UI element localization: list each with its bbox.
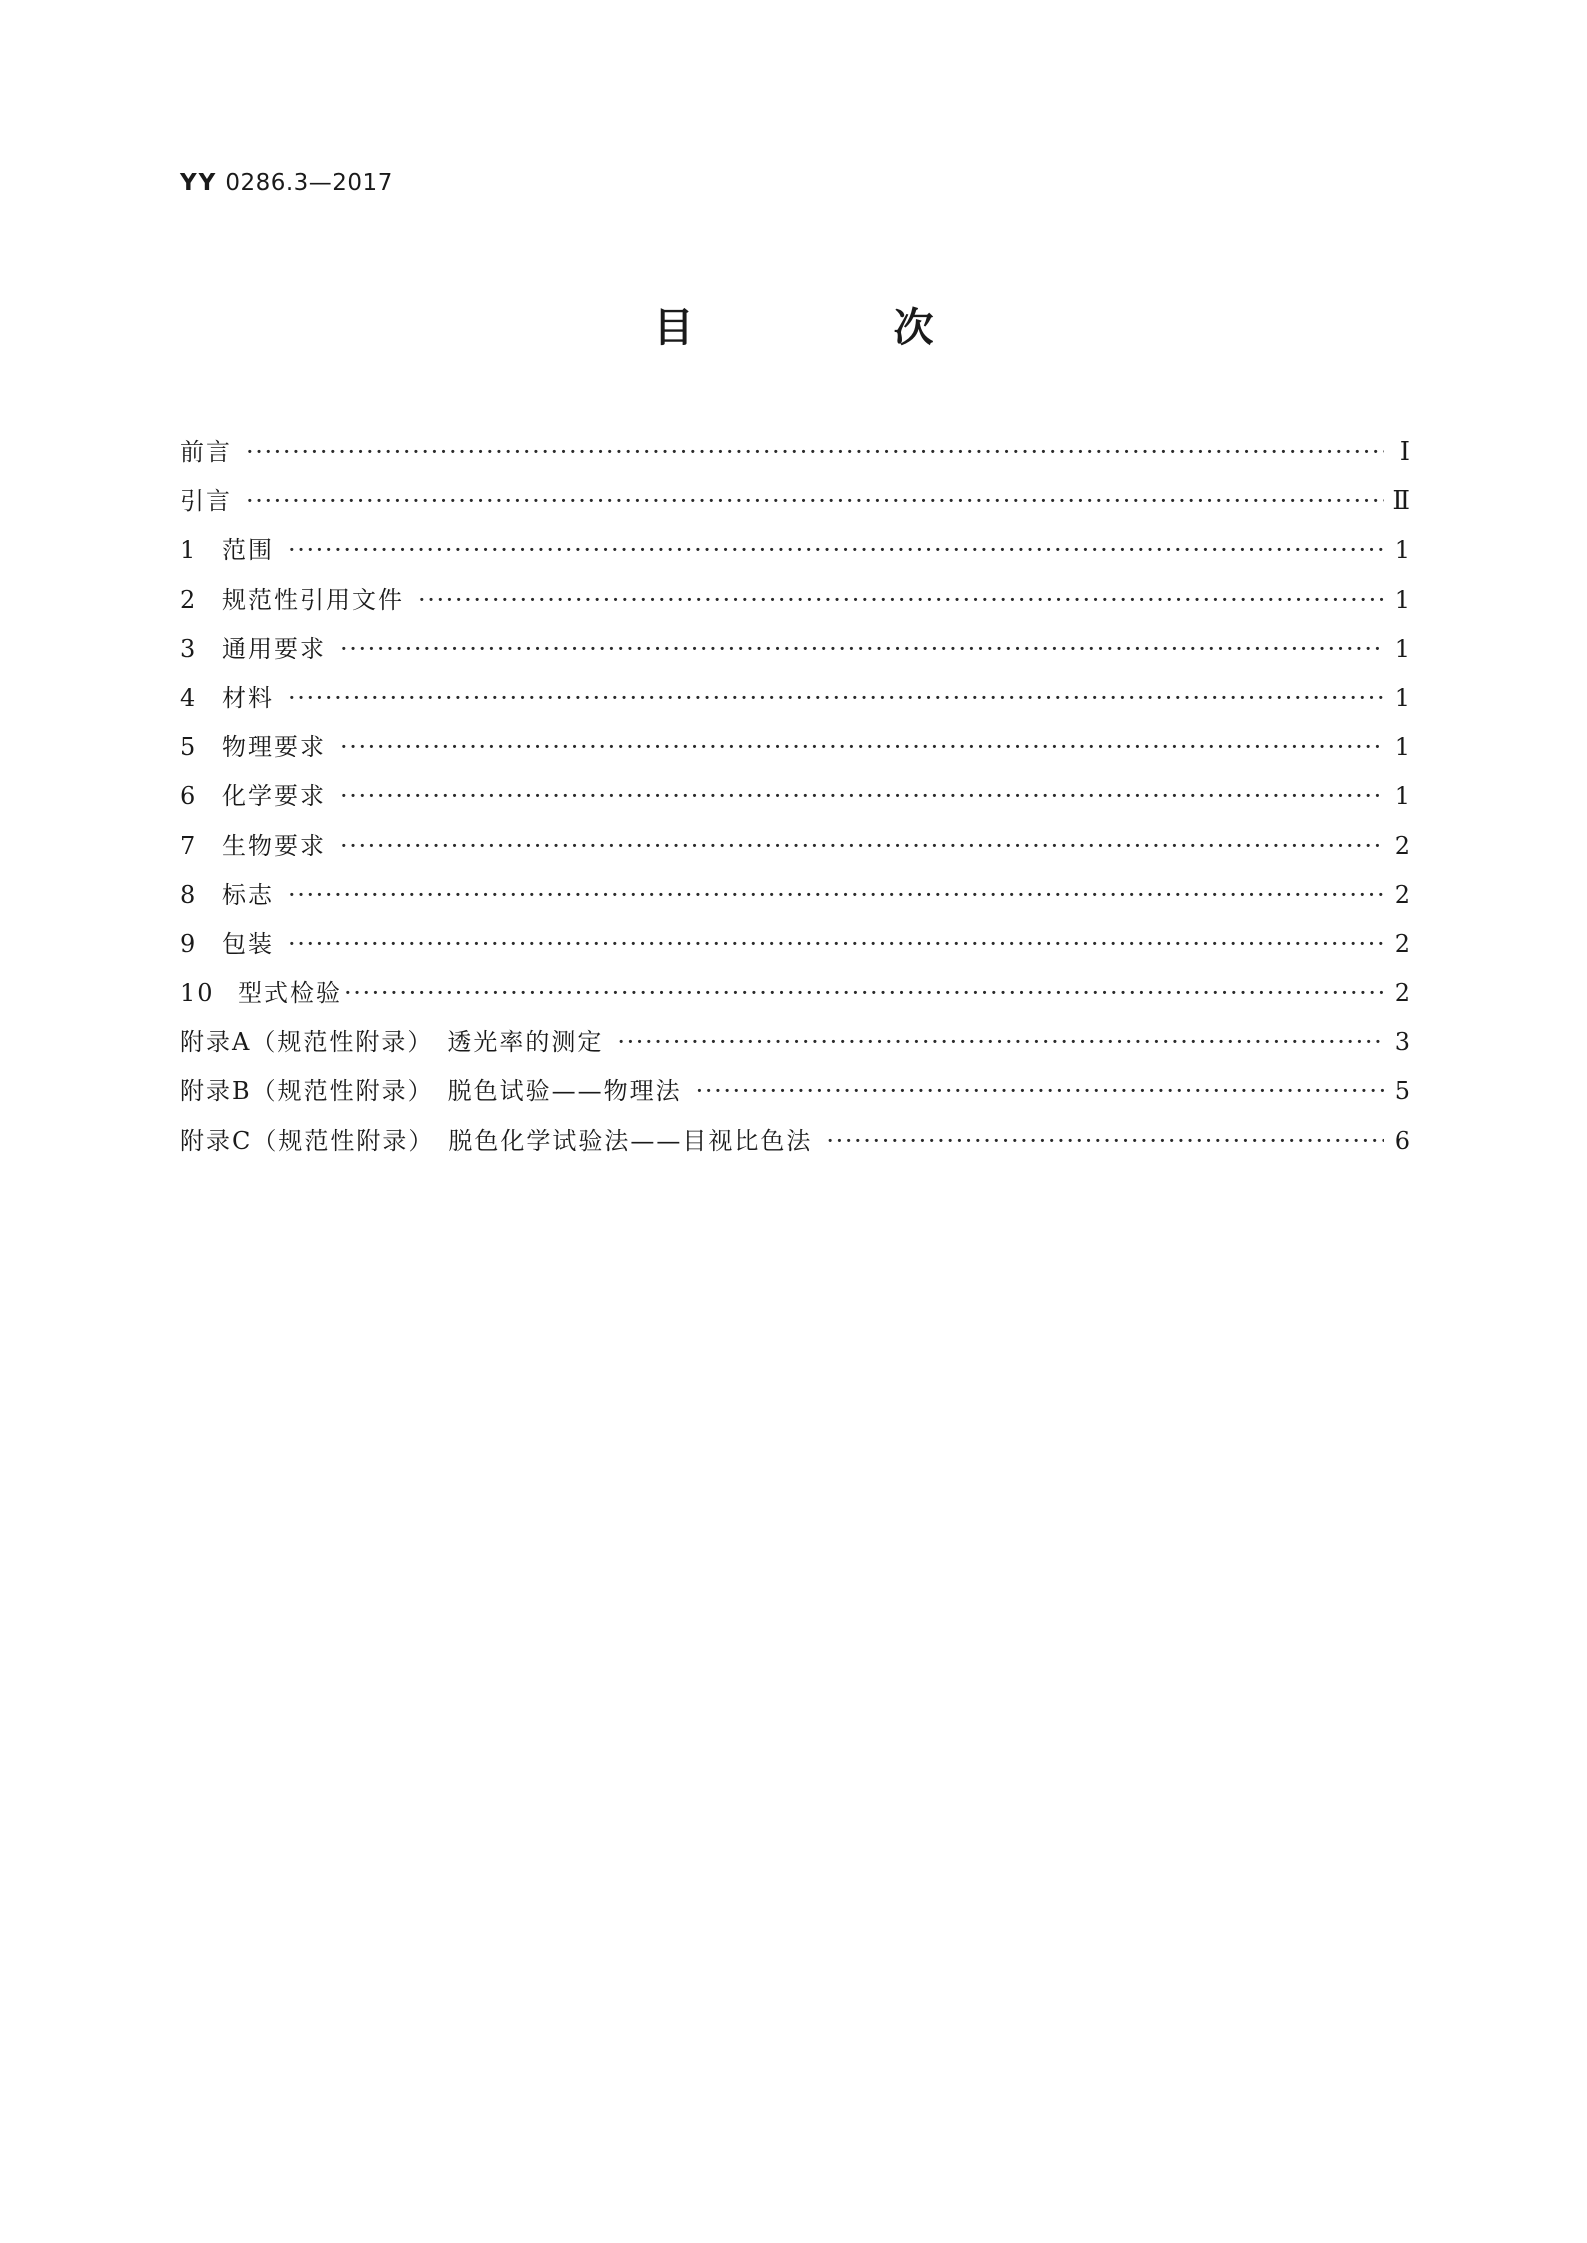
- toc-leader-dots: [340, 733, 1384, 761]
- toc-entry-5[interactable]: [180, 727, 1412, 776]
- toc-leader-dots: [288, 930, 1384, 958]
- toc-entry-label: 范围: [222, 536, 274, 565]
- toc-leader-dots: [246, 487, 1384, 515]
- toc-entry-label: 前言: [180, 438, 232, 466]
- toc-leader-dots: [340, 832, 1384, 860]
- toc-entry-page: 3: [1394, 1028, 1412, 1057]
- toc-entry-label: 化学要求: [222, 782, 326, 811]
- toc-entry-page: 1: [1394, 634, 1412, 663]
- toc-entry-label: 材料: [222, 683, 274, 712]
- toc-leader-dots: [246, 438, 1384, 466]
- standard-number: 0286.3—2017: [225, 170, 393, 196]
- toc-leader-dots: [288, 536, 1384, 564]
- toc-entry-page: 1: [1394, 782, 1412, 811]
- toc-entry-page: 1: [1394, 536, 1412, 565]
- toc-entry-page: 2: [1394, 831, 1412, 860]
- toc-entry-page: 5: [1394, 1077, 1412, 1106]
- toc-entry-page: 1: [1394, 733, 1412, 762]
- toc-entry-number: 4: [180, 683, 198, 712]
- toc-entry-number: 9: [180, 929, 198, 958]
- toc-leader-dots: [288, 684, 1384, 712]
- toc-entry-1[interactable]: [180, 530, 1412, 579]
- toc-entry-introduction[interactable]: [180, 481, 1412, 530]
- toc-entry-label: 引言: [180, 487, 232, 516]
- toc-entry-number: 6: [180, 782, 198, 811]
- toc-entry-annex-a[interactable]: [180, 1022, 1412, 1071]
- toc-entry-label: 包装: [222, 929, 274, 958]
- toc-entry-7[interactable]: [180, 826, 1412, 875]
- toc-entry-page: 1: [1394, 585, 1412, 614]
- toc-entry-page: 6: [1394, 1126, 1412, 1155]
- toc-entry-label: 型式检验: [238, 979, 342, 1008]
- toc-entry-foreword[interactable]: [180, 432, 1412, 481]
- toc-entry-8[interactable]: [180, 875, 1412, 924]
- toc-leader-dots: [344, 979, 1384, 1007]
- toc-entry-number: 10: [180, 979, 215, 1008]
- toc-leader-dots: [340, 635, 1384, 663]
- standard-prefix: YY: [180, 170, 218, 196]
- toc-entry-label: 物理要求: [222, 733, 326, 762]
- toc-entry-number: 2: [180, 585, 198, 614]
- toc-entry-10[interactable]: [180, 973, 1412, 1022]
- toc-entry-page: 2: [1394, 979, 1412, 1008]
- toc-leader-dots: [617, 1028, 1384, 1056]
- toc-entry-4[interactable]: [180, 678, 1412, 727]
- toc-entry-annex-c[interactable]: [180, 1121, 1412, 1170]
- toc-entry-number: 5: [180, 733, 198, 762]
- toc-entry-number: 7: [180, 831, 198, 860]
- toc-entry-2[interactable]: [180, 580, 1412, 629]
- toc-entry-number: 8: [180, 880, 198, 909]
- toc-leader-dots: [418, 586, 1384, 614]
- toc-entry-label: 附录B（规范性附录） 脱色试验——物理法: [180, 1077, 682, 1106]
- toc-entry-3[interactable]: [180, 629, 1412, 678]
- toc-entry-page: 1: [1394, 683, 1412, 712]
- toc-entry-label: 标志: [222, 880, 274, 909]
- toc-entry-label: 通用要求: [222, 634, 326, 663]
- toc-entry-page: Ⅰ: [1399, 437, 1412, 467]
- toc-entry-annex-b[interactable]: [180, 1071, 1412, 1120]
- toc-leader-dots: [696, 1077, 1384, 1105]
- standard-number-header: [180, 170, 393, 196]
- table-of-contents: [180, 432, 1412, 1170]
- toc-leader-dots: [340, 782, 1384, 810]
- toc-entry-number: 3: [180, 634, 198, 663]
- toc-entry-9[interactable]: [180, 924, 1412, 973]
- toc-entry-label: 规范性引用文件: [222, 585, 404, 614]
- toc-entry-page: 2: [1394, 929, 1412, 958]
- toc-leader-dots: [288, 881, 1384, 909]
- page-title: 目 次: [653, 305, 1014, 351]
- toc-entry-page: 2: [1394, 880, 1412, 909]
- toc-entry-label: 附录A（规范性附录） 透光率的测定: [180, 1028, 604, 1057]
- toc-leader-dots: [826, 1127, 1384, 1155]
- toc-entry-page: Ⅱ: [1392, 486, 1412, 517]
- toc-entry-label: 生物要求: [222, 831, 326, 860]
- toc-entry-label: 附录C（规范性附录） 脱色化学试验法——目视比色法: [180, 1126, 813, 1155]
- toc-entry-6[interactable]: [180, 776, 1412, 825]
- toc-entry-number: 1: [180, 536, 198, 565]
